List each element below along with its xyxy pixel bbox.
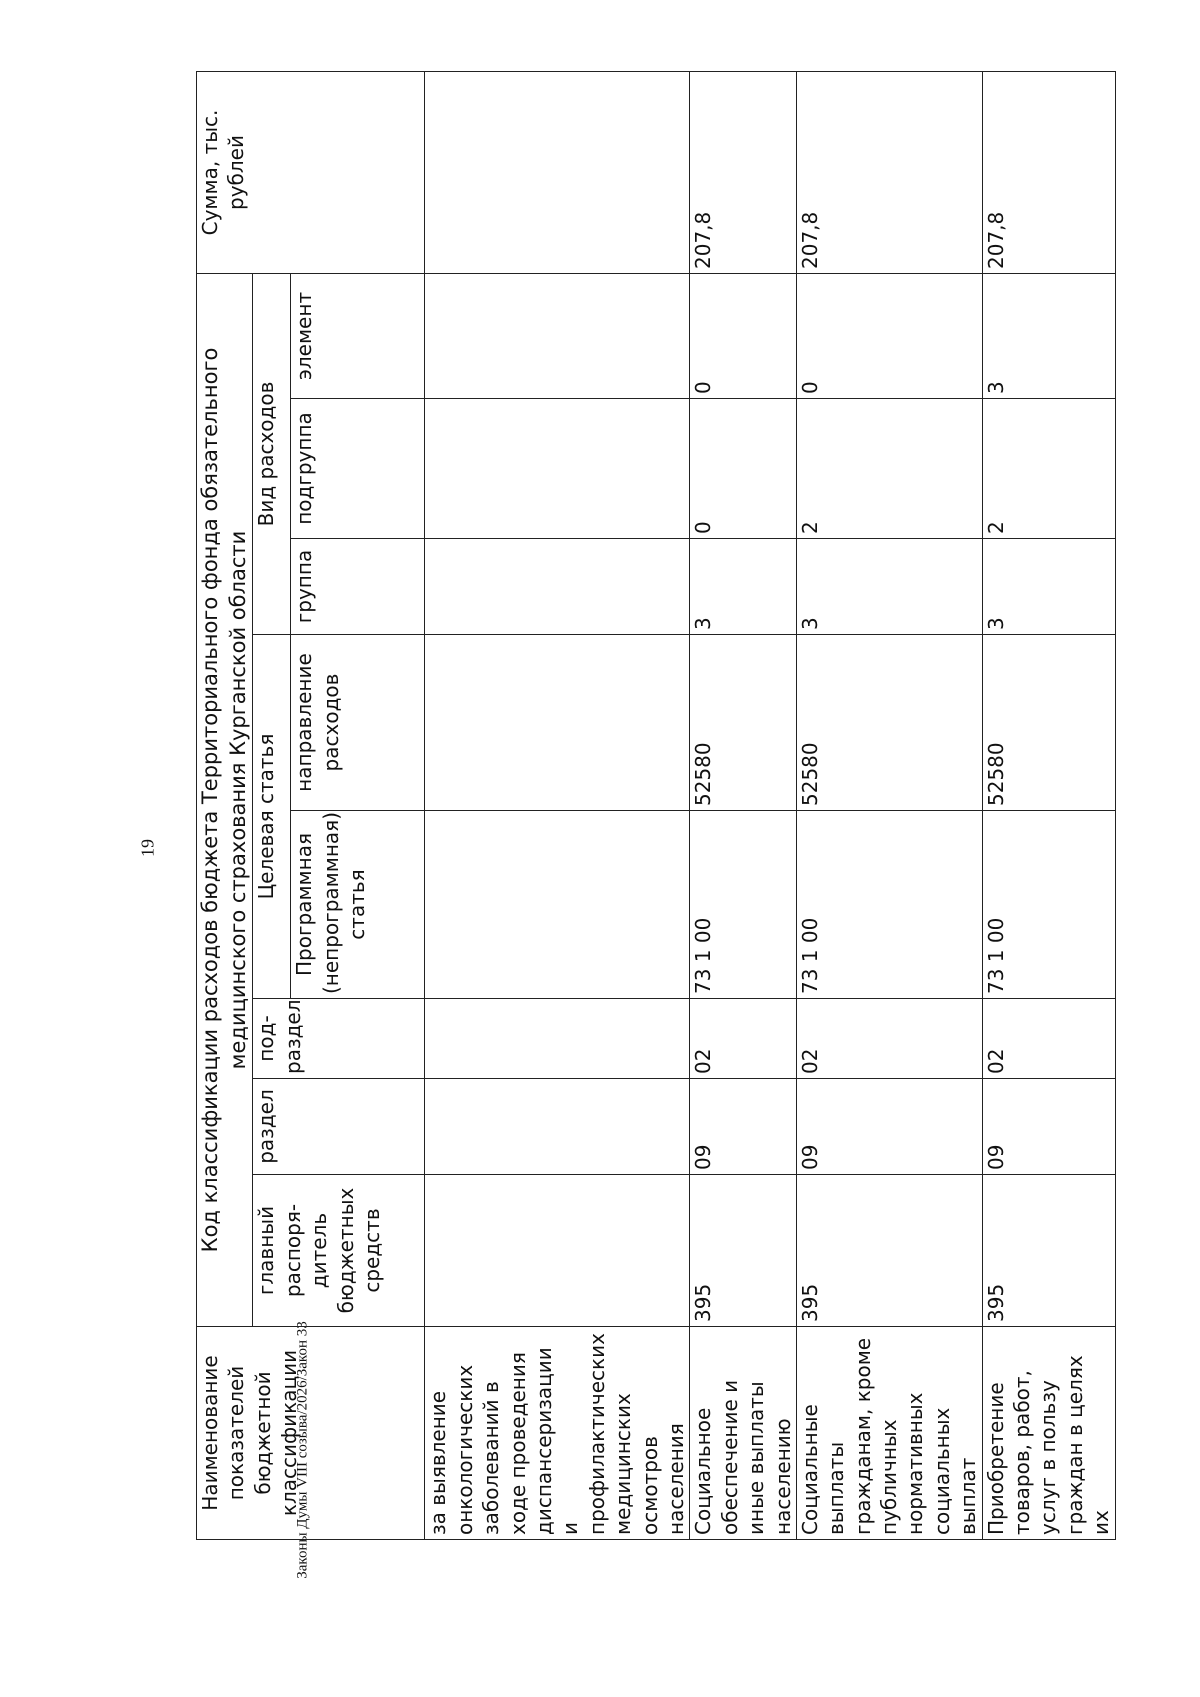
header-element: элемент <box>291 274 425 399</box>
cell-group <box>425 539 690 635</box>
cell-group: 3 <box>690 539 797 635</box>
row-name: Приобретение товаров, работ, услуг в пользу граждан в целях их <box>982 1327 1115 1540</box>
table-row <box>425 72 690 1540</box>
cell-subsection <box>425 999 690 1079</box>
cell-element <box>425 274 690 399</box>
cell-subgroup: 2 <box>982 399 1115 539</box>
budget-classification-table <box>196 71 1116 1540</box>
cell-section <box>425 1079 690 1175</box>
cell-program-article <box>425 811 690 999</box>
header-name-cell: Наименование показателей бюджетной классификации <box>197 1327 425 1540</box>
cell-program-article: 73 1 00 <box>690 811 797 999</box>
cell-amount <box>425 72 690 274</box>
row-name: Социальное обеспечение и иные выплаты населению <box>690 1327 797 1540</box>
cell-element: 3 <box>982 274 1115 399</box>
cell-subsection: 02 <box>690 999 797 1079</box>
table-row <box>982 72 1115 1540</box>
header-code-title: Код классификации расходов бюджета Территориального фонда обязательного медицинского страхования Курганской области <box>197 274 253 1327</box>
cell-subgroup: 2 <box>796 399 982 539</box>
header-amount-cell: Сумма, тыс. рублей <box>197 72 425 274</box>
cell-expense-direction: 52580 <box>796 635 982 811</box>
header-expense-type: Вид расходов <box>253 274 291 635</box>
cell-element: 0 <box>690 274 797 399</box>
header-expense-direction: направление расходов <box>291 635 425 811</box>
header-subgroup: подгруппа <box>291 399 425 539</box>
cell-expense-direction: 52580 <box>982 635 1115 811</box>
cell-main-manager: 395 <box>690 1175 797 1327</box>
row-name: за выявление онкологических заболеваний в ходе проведения диспансеризации и профилактических медицинских осмотров населения <box>425 1327 690 1540</box>
footer-text: Законы Думы VIII созыва/2026/Закон 33 <box>294 1321 311 1579</box>
cell-section: 09 <box>796 1079 982 1175</box>
header-program-article: Программная (непрограммная) статья <box>291 811 425 999</box>
table-row <box>690 72 797 1540</box>
header-main-manager: главный распоря-дитель бюджетных средств <box>253 1175 425 1327</box>
cell-group: 3 <box>982 539 1115 635</box>
header-row-2 <box>253 72 291 1540</box>
header-group: группа <box>291 539 425 635</box>
cell-subgroup: 0 <box>690 399 797 539</box>
cell-subsection: 02 <box>796 999 982 1079</box>
table-row <box>796 72 982 1540</box>
cell-main-manager: 395 <box>982 1175 1115 1327</box>
rotated-table-container <box>196 72 1114 1540</box>
cell-amount: 207,8 <box>982 72 1115 274</box>
header-row-1 <box>197 72 253 1540</box>
cell-amount: 207,8 <box>690 72 797 274</box>
cell-section: 09 <box>690 1079 797 1175</box>
cell-subsection: 02 <box>982 999 1115 1079</box>
cell-main-manager: 395 <box>796 1175 982 1327</box>
cell-amount: 207,8 <box>796 72 982 274</box>
cell-group: 3 <box>796 539 982 635</box>
row-name: Социальные выплаты гражданам, кроме публичных нормативных социальных выплат <box>796 1327 982 1540</box>
cell-section: 09 <box>982 1079 1115 1175</box>
cell-main-manager <box>425 1175 690 1327</box>
cell-expense-direction <box>425 635 690 811</box>
cell-element: 0 <box>796 274 982 399</box>
cell-program-article: 73 1 00 <box>796 811 982 999</box>
cell-program-article: 73 1 00 <box>982 811 1115 999</box>
cell-subgroup <box>425 399 690 539</box>
page-number: 19 <box>137 839 158 857</box>
header-subsection: под-раздел <box>253 999 425 1079</box>
header-target-article: Целевая статья <box>253 635 291 999</box>
header-section: раздел <box>253 1079 425 1175</box>
cell-expense-direction: 52580 <box>690 635 797 811</box>
